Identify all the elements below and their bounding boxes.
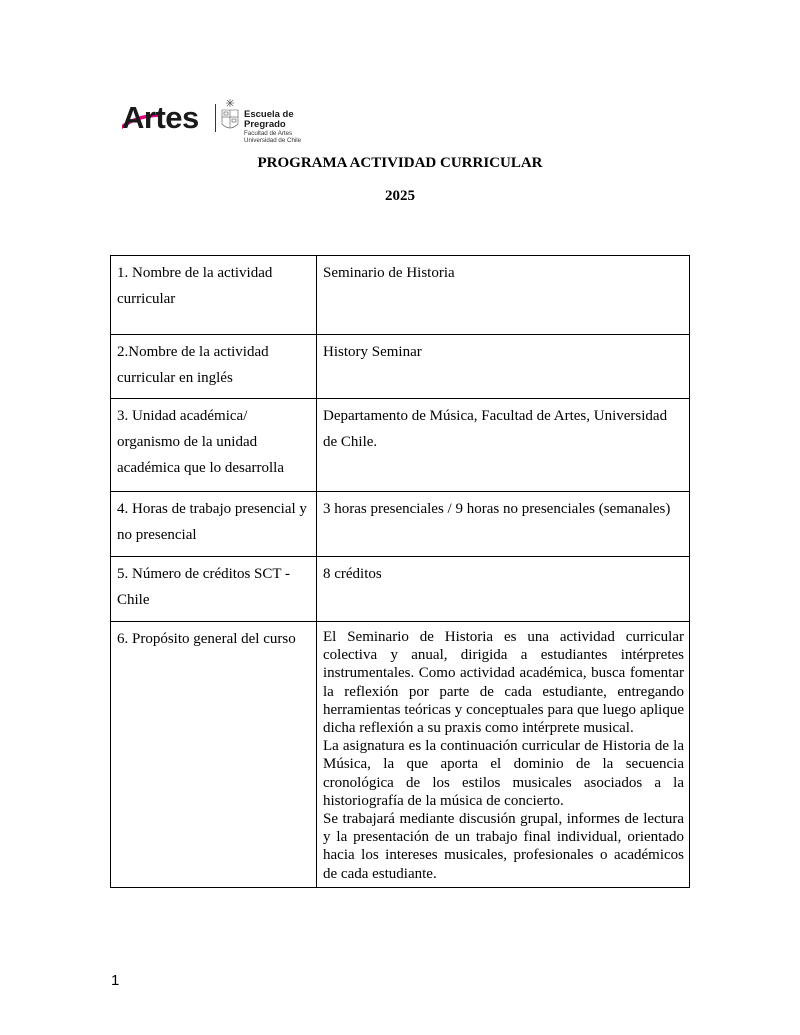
row-value: Seminario de Historia	[317, 256, 690, 335]
row-label: 1. Nombre de la actividad curricular	[111, 256, 317, 335]
row-label: 4. Horas de trabajo presencial y no presencial	[111, 492, 317, 557]
logo-wordmark: Artes	[122, 100, 199, 135]
table-row	[111, 492, 690, 557]
table-row	[111, 557, 690, 622]
table-row	[111, 335, 690, 399]
row-value: History Seminar	[317, 335, 690, 399]
purpose-paragraph: El Seminario de Historia es una actividad curricular colectiva y anual, dirigida a estudiantes intérpretes instrumentales. Como actividad académica, busca fomentar la reflexión por parte de cada estudiante, entregando herramientas teóricas y conceptuales para que luego aplique dicha reflexión a su praxis como intérprete musical.	[323, 629, 684, 737]
university-seal-icon	[219, 98, 241, 136]
purpose-paragraph: La asignatura es la continuación curricular de Historia de la Música, la que aporta el dominio de la secuencia cronológica de los estilos musicales asociados a la historiografía de la música de concierto.	[323, 738, 684, 809]
document-title: PROGRAMA ACTIVIDAD CURRICULAR	[257, 155, 543, 171]
table-row	[111, 399, 690, 492]
table-row	[111, 256, 690, 335]
row-label: 6. Propósito general del curso	[111, 622, 317, 888]
document-year: 2025	[385, 188, 415, 204]
logo-university-name: Universidad de Chile	[244, 137, 302, 144]
logo-faculty-name: Facultad de Artes	[244, 130, 293, 137]
row-label: 2.Nombre de la actividad curricular en inglés	[111, 335, 317, 399]
row-label: 5. Número de créditos SCT - Chile	[111, 557, 317, 622]
course-purpose-cell	[317, 622, 690, 888]
program-table	[110, 255, 690, 888]
row-value: 8 créditos	[317, 557, 690, 622]
logo-divider	[215, 104, 216, 132]
logo-text	[244, 110, 332, 144]
faculty-logo	[122, 98, 332, 144]
row-value: Departamento de Música, Facultad de Artes, Universidad de Chile.	[317, 399, 690, 492]
row-label: 3. Unidad académica/ organismo de la unidad académica que lo desarrolla	[111, 399, 317, 492]
purpose-paragraph: Se trabajará mediante discusión grupal, informes de lectura y la presentación de un trabajo final individual, orientado hacia los intereses musicales, profesionales o académicos de cada estudiante.	[323, 811, 684, 882]
row-value: 3 horas presenciales / 9 horas no presenciales (semanales)	[317, 492, 690, 557]
table-row	[111, 622, 690, 888]
page-number: 1	[111, 972, 120, 989]
logo-school-name: Escuela de Pregrado	[244, 109, 294, 130]
